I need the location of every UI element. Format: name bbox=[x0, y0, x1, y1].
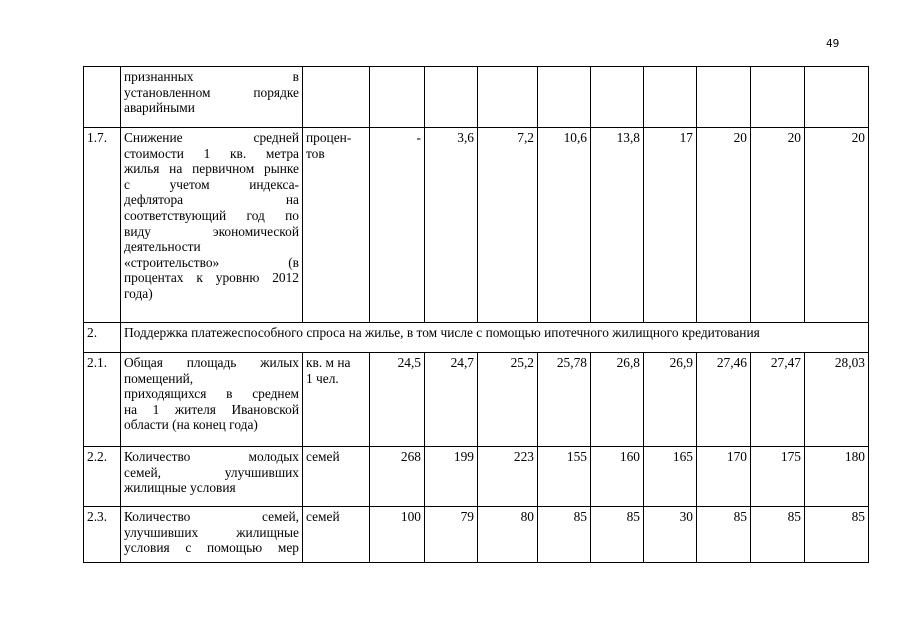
indicator-name-line: помещений, bbox=[124, 370, 194, 386]
value-cell: 165 bbox=[644, 447, 697, 507]
page-number: 49 bbox=[826, 38, 840, 50]
value-cell: 268 bbox=[370, 447, 425, 507]
unit-cell bbox=[303, 353, 370, 447]
value-cell bbox=[697, 67, 751, 128]
indicator-name-line: аварийными bbox=[124, 100, 195, 116]
unit-line: тов bbox=[306, 145, 325, 161]
indicator-name-line: дефлятора на bbox=[124, 192, 299, 208]
indicator-name-line: процентах к уровню 2012 bbox=[124, 270, 299, 286]
indicator-name-line: года) bbox=[124, 285, 153, 301]
value-cell: 27,46 bbox=[697, 353, 751, 447]
indicator-name-line: Количество семей, bbox=[124, 509, 299, 524]
value-cell: 28,03 bbox=[805, 353, 869, 447]
unit-cell bbox=[303, 507, 370, 563]
value-cell: 13,8 bbox=[591, 128, 644, 323]
indicator-name-line: условия с помощью мер bbox=[124, 540, 299, 556]
indicator-name-line: Общая площадь жилых bbox=[124, 355, 299, 370]
value-cell bbox=[644, 67, 697, 128]
indicator-name-line: Снижение средней bbox=[124, 130, 299, 145]
indicator-name bbox=[121, 507, 303, 563]
indicator-name bbox=[121, 447, 303, 507]
value-cell bbox=[370, 67, 425, 128]
indicator-name-line: приходящихся в среднем bbox=[124, 386, 299, 402]
indicator-name-line: признанных в bbox=[124, 69, 299, 84]
value-cell: 24,5 bbox=[370, 353, 425, 447]
row-number: 2.2. bbox=[84, 447, 121, 507]
indicator-name-line: деятельности bbox=[124, 239, 201, 255]
value-cell bbox=[478, 67, 538, 128]
value-cell: 20 bbox=[751, 128, 805, 323]
value-cell: 223 bbox=[478, 447, 538, 507]
value-cell: 170 bbox=[697, 447, 751, 507]
value-cell: 25,78 bbox=[538, 353, 591, 447]
value-cell: - bbox=[370, 128, 425, 323]
indicator-name-line: Количество молодых bbox=[124, 449, 299, 464]
section-title: Поддержка платежеспособного спроса на жилье, в том числе с помощью ипотечного жилищного кредитования bbox=[121, 323, 869, 353]
value-cell: 199 bbox=[425, 447, 478, 507]
value-cell: 155 bbox=[538, 447, 591, 507]
row-number: 2. bbox=[84, 323, 121, 353]
indicator-name bbox=[121, 67, 303, 128]
section-row bbox=[84, 323, 869, 353]
indicator-name-line: на 1 жителя Ивановской bbox=[124, 401, 299, 417]
value-cell: 85 bbox=[697, 507, 751, 563]
table-row bbox=[84, 507, 869, 563]
value-cell: 175 bbox=[751, 447, 805, 507]
value-cell: 3,6 bbox=[425, 128, 478, 323]
value-cell: 30 bbox=[644, 507, 697, 563]
value-cell: 85 bbox=[805, 507, 869, 563]
value-cell: 7,2 bbox=[478, 128, 538, 323]
value-cell: 26,8 bbox=[591, 353, 644, 447]
indicator-table bbox=[83, 66, 869, 563]
value-cell bbox=[425, 67, 478, 128]
value-cell: 20 bbox=[697, 128, 751, 323]
indicator-name bbox=[121, 353, 303, 447]
indicator-name bbox=[121, 128, 303, 323]
table-row bbox=[84, 353, 869, 447]
value-cell bbox=[751, 67, 805, 128]
row-number: 2.3. bbox=[84, 507, 121, 563]
value-cell: 180 bbox=[805, 447, 869, 507]
value-cell bbox=[591, 67, 644, 128]
indicator-name-line: «строительство» (в bbox=[124, 254, 299, 270]
value-cell: 25,2 bbox=[478, 353, 538, 447]
unit-line: процен- bbox=[306, 130, 352, 145]
unit-line: семей bbox=[306, 449, 340, 464]
value-cell: 160 bbox=[591, 447, 644, 507]
unit-cell bbox=[303, 128, 370, 323]
indicator-name-line: с учетом индекса- bbox=[124, 176, 299, 192]
table-row bbox=[84, 447, 869, 507]
indicator-name-line: жилищные условия bbox=[124, 480, 236, 496]
value-cell: 80 bbox=[478, 507, 538, 563]
row-number: 1.7. bbox=[84, 128, 121, 323]
value-cell: 85 bbox=[751, 507, 805, 563]
value-cell bbox=[805, 67, 869, 128]
value-cell: 10,6 bbox=[538, 128, 591, 323]
value-cell bbox=[538, 67, 591, 128]
indicator-name-line: виду экономической bbox=[124, 223, 299, 239]
unit-cell bbox=[303, 447, 370, 507]
value-cell: 26,9 bbox=[644, 353, 697, 447]
unit-line: кв. м на bbox=[306, 355, 351, 370]
table-row bbox=[84, 128, 869, 323]
unit-cell bbox=[303, 67, 370, 128]
unit-line: семей bbox=[306, 509, 340, 524]
indicator-name-line: стоимости 1 кв. метра bbox=[124, 145, 299, 161]
indicator-name-line: улучшивших жилищные bbox=[124, 524, 299, 540]
row-number: 2.1. bbox=[84, 353, 121, 447]
indicator-name-line: установленном порядке bbox=[124, 84, 299, 100]
value-cell: 85 bbox=[591, 507, 644, 563]
row-number bbox=[84, 67, 121, 128]
indicator-name-line: семей, улучшивших bbox=[124, 464, 299, 480]
unit-line: 1 чел. bbox=[306, 370, 339, 386]
table-row bbox=[84, 67, 869, 128]
value-cell: 100 bbox=[370, 507, 425, 563]
indicator-name-line: соответствующий год по bbox=[124, 207, 299, 223]
indicator-name-line: области (на конец года) bbox=[124, 417, 258, 433]
indicator-name-line: жилья на первичном рынке bbox=[124, 161, 299, 177]
value-cell: 20 bbox=[805, 128, 869, 323]
value-cell: 79 bbox=[425, 507, 478, 563]
value-cell: 17 bbox=[644, 128, 697, 323]
value-cell: 24,7 bbox=[425, 353, 478, 447]
value-cell: 27,47 bbox=[751, 353, 805, 447]
value-cell: 85 bbox=[538, 507, 591, 563]
